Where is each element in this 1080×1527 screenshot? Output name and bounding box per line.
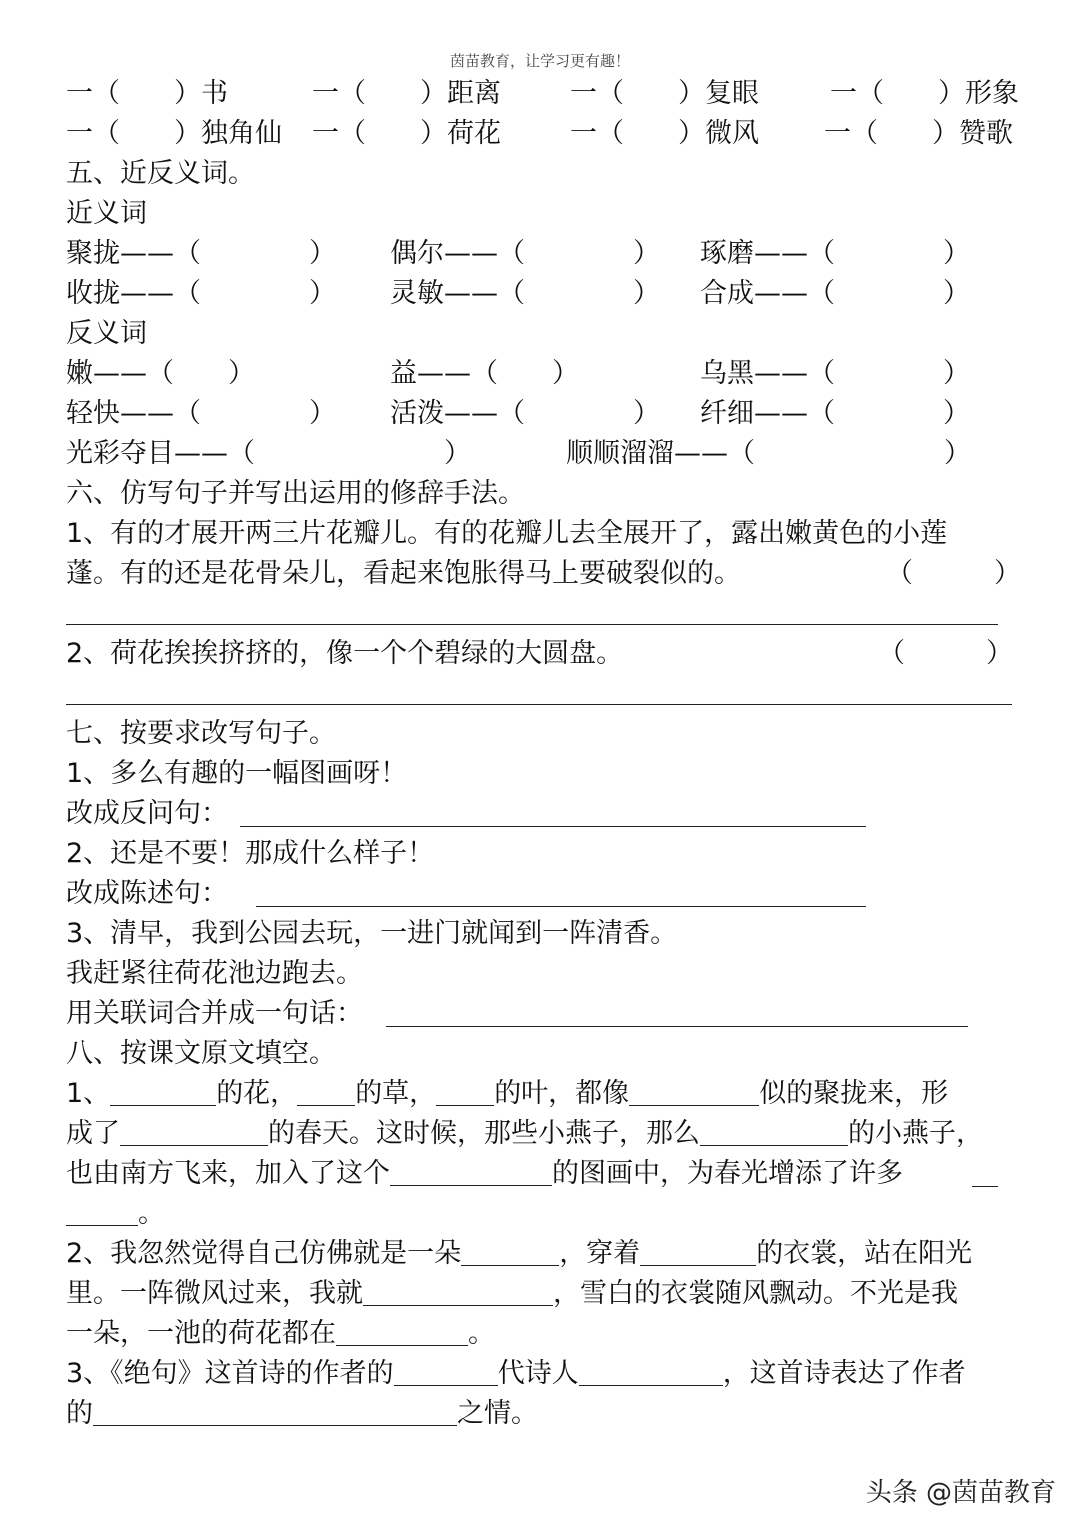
q6-1-line2: 蓬。有的还是花骨朵儿，看起来饱胀得马上要破裂似的。 <box>66 558 741 589</box>
fill-blank[interactable] <box>336 1317 468 1346</box>
fill-blank[interactable] <box>972 1186 998 1187</box>
q7-1-label: 改成反问句： <box>66 798 228 829</box>
text: 的衣裳，站在阳光 <box>756 1238 973 1269</box>
word-pair: 益——（ ） <box>390 358 579 389</box>
quantifier-item: 一（ ）形象 <box>830 78 1019 109</box>
q8-3-line1 <box>66 1354 966 1394</box>
text: 似的聚拢来，形 <box>759 1078 949 1109</box>
fill-blank[interactable] <box>363 1277 553 1306</box>
quantifier-item: 一（ ）距离 <box>312 78 501 109</box>
text: 代诗人 <box>497 1358 579 1389</box>
text: ，这首诗表达了作者 <box>722 1358 966 1389</box>
page-header: 茵苗教育，让学习更有趣！ <box>449 52 630 70</box>
fill-blank[interactable] <box>66 1197 138 1226</box>
section-7-title: 七、按要求改写句子。 <box>66 718 336 749</box>
fill-blank[interactable] <box>640 1237 756 1266</box>
quantifier-item: 一（ ）复眼 <box>570 78 759 109</box>
fill-blank[interactable] <box>110 1077 216 1106</box>
fill-blank[interactable] <box>461 1237 559 1266</box>
text: 也由南方飞来，加入了这个 <box>66 1158 390 1189</box>
fill-blank[interactable] <box>579 1357 723 1386</box>
fill-blank[interactable] <box>436 1077 494 1106</box>
text: 的小燕子， <box>848 1118 983 1149</box>
quantifier-row-2 <box>66 114 1026 154</box>
section-8-title: 八、按课文原文填空。 <box>66 1038 336 1069</box>
text: 之情。 <box>457 1398 538 1429</box>
text: 3、《绝句》这首诗的作者的 <box>66 1358 394 1389</box>
text: 的草， <box>355 1078 437 1109</box>
antonym-row-2 <box>66 394 1026 434</box>
imitation-answer-line[interactable] <box>66 704 1012 705</box>
source-watermark: 头条 @茵苗教育 <box>865 1478 1056 1508</box>
section-6-title: 六、仿写句子并写出运用的修辞手法。 <box>66 478 525 509</box>
text: 2、我忽然觉得自己仿佛就是一朵 <box>66 1238 462 1269</box>
text: 的图画中，为春光增添了许多 <box>552 1158 903 1189</box>
word-pair: 活泼——（ ） <box>390 398 660 429</box>
rewrite-answer-line[interactable] <box>256 906 866 907</box>
q8-1-line3 <box>66 1154 903 1194</box>
section-5-title: 五、近反义词。 <box>66 158 255 189</box>
antonym-row-1 <box>66 354 1026 394</box>
fill-blank[interactable] <box>394 1357 498 1386</box>
antonym-title: 反义词 <box>66 318 147 349</box>
q8-2-line1 <box>66 1234 972 1274</box>
word-pair: 收拢——（ ） <box>66 278 336 309</box>
q7-3-label: 用关联词合并成一句话： <box>66 998 363 1029</box>
q7-2: 2、还是不要！那成什么样子！ <box>66 838 435 869</box>
rhetoric-answer-paren: （ ） <box>878 638 1013 669</box>
word-pair: 轻快——（ ） <box>66 398 336 429</box>
rewrite-answer-line[interactable] <box>240 826 866 827</box>
q7-2-label: 改成陈述句： <box>66 878 228 909</box>
text: 。 <box>138 1198 165 1229</box>
quantifier-item: 一（ ）书 <box>66 78 228 109</box>
q8-2-line3 <box>66 1314 495 1354</box>
q8-1-line2 <box>66 1114 983 1154</box>
synonym-row-2 <box>66 274 1026 314</box>
antonym-row-3 <box>66 434 1026 474</box>
text: 成了 <box>66 1118 120 1149</box>
word-pair: 聚拢——（ ） <box>66 238 336 269</box>
word-pair: 乌黑——（ ） <box>700 358 970 389</box>
q7-3-line1: 3、清早，我到公园去玩，一进门就闻到一阵清香。 <box>66 918 678 949</box>
fill-blank[interactable] <box>700 1117 848 1146</box>
text: 一朵，一池的荷花都在 <box>66 1318 336 1349</box>
synonym-title: 近义词 <box>66 198 147 229</box>
q8-3-line2 <box>66 1394 538 1434</box>
quantifier-item: 一（ ）荷花 <box>312 118 501 149</box>
word-pair: 嫩——（ ） <box>66 358 255 389</box>
quantifier-item: 一（ ）赞歌 <box>824 118 1013 149</box>
text: 1、 <box>66 1078 111 1109</box>
text: ，穿着 <box>559 1238 641 1269</box>
word-pair: 灵敏——（ ） <box>390 278 660 309</box>
fill-blank[interactable] <box>120 1117 268 1146</box>
q7-1: 1、多么有趣的一幅图画呀！ <box>66 758 408 789</box>
word-pair: 合成——（ ） <box>700 278 970 309</box>
q6-2-line: 2、荷花挨挨挤挤的，像一个个碧绿的大圆盘。 <box>66 638 624 669</box>
text: 。 <box>468 1318 495 1349</box>
word-pair: 纤细——（ ） <box>700 398 970 429</box>
combine-answer-line[interactable] <box>386 1026 968 1027</box>
word-pair: 琢磨——（ ） <box>700 238 970 269</box>
text: 的 <box>66 1398 93 1429</box>
fill-blank[interactable] <box>93 1397 457 1426</box>
text: 的叶，都像 <box>494 1078 630 1109</box>
word-pair: 光彩夺目——（ ） <box>66 438 471 469</box>
q7-3-line2: 我赶紧往荷花池边跑去。 <box>66 958 363 989</box>
q6-1-line1: 1、有的才展开两三片花瓣儿。有的花瓣儿去全展开了，露出嫩黄色的小莲 <box>66 518 948 549</box>
fill-blank[interactable] <box>390 1157 552 1186</box>
word-pair: 偶尔——（ ） <box>390 238 660 269</box>
q8-1-line1 <box>66 1074 948 1114</box>
quantifier-item: 一（ ）独角仙 <box>66 118 282 149</box>
text: ，雪白的衣裳随风飘动。不光是我 <box>553 1278 958 1309</box>
rhetoric-answer-paren: （ ） <box>886 558 1021 589</box>
imitation-answer-line[interactable] <box>66 624 998 625</box>
quantifier-item: 一（ ）微风 <box>570 118 759 149</box>
quantifier-row-1 <box>66 74 1026 114</box>
fill-blank[interactable] <box>629 1077 759 1106</box>
q8-2-line2 <box>66 1274 958 1314</box>
q8-1-line4 <box>66 1194 165 1234</box>
text: 的花， <box>216 1078 298 1109</box>
text: 的春天。这时候，那些小燕子，那么 <box>268 1118 700 1149</box>
word-pair: 顺顺溜溜——（ ） <box>566 438 971 469</box>
text: 里。一阵微风过来，我就 <box>66 1278 363 1309</box>
fill-blank[interactable] <box>297 1077 355 1106</box>
synonym-row-1 <box>66 234 1026 274</box>
